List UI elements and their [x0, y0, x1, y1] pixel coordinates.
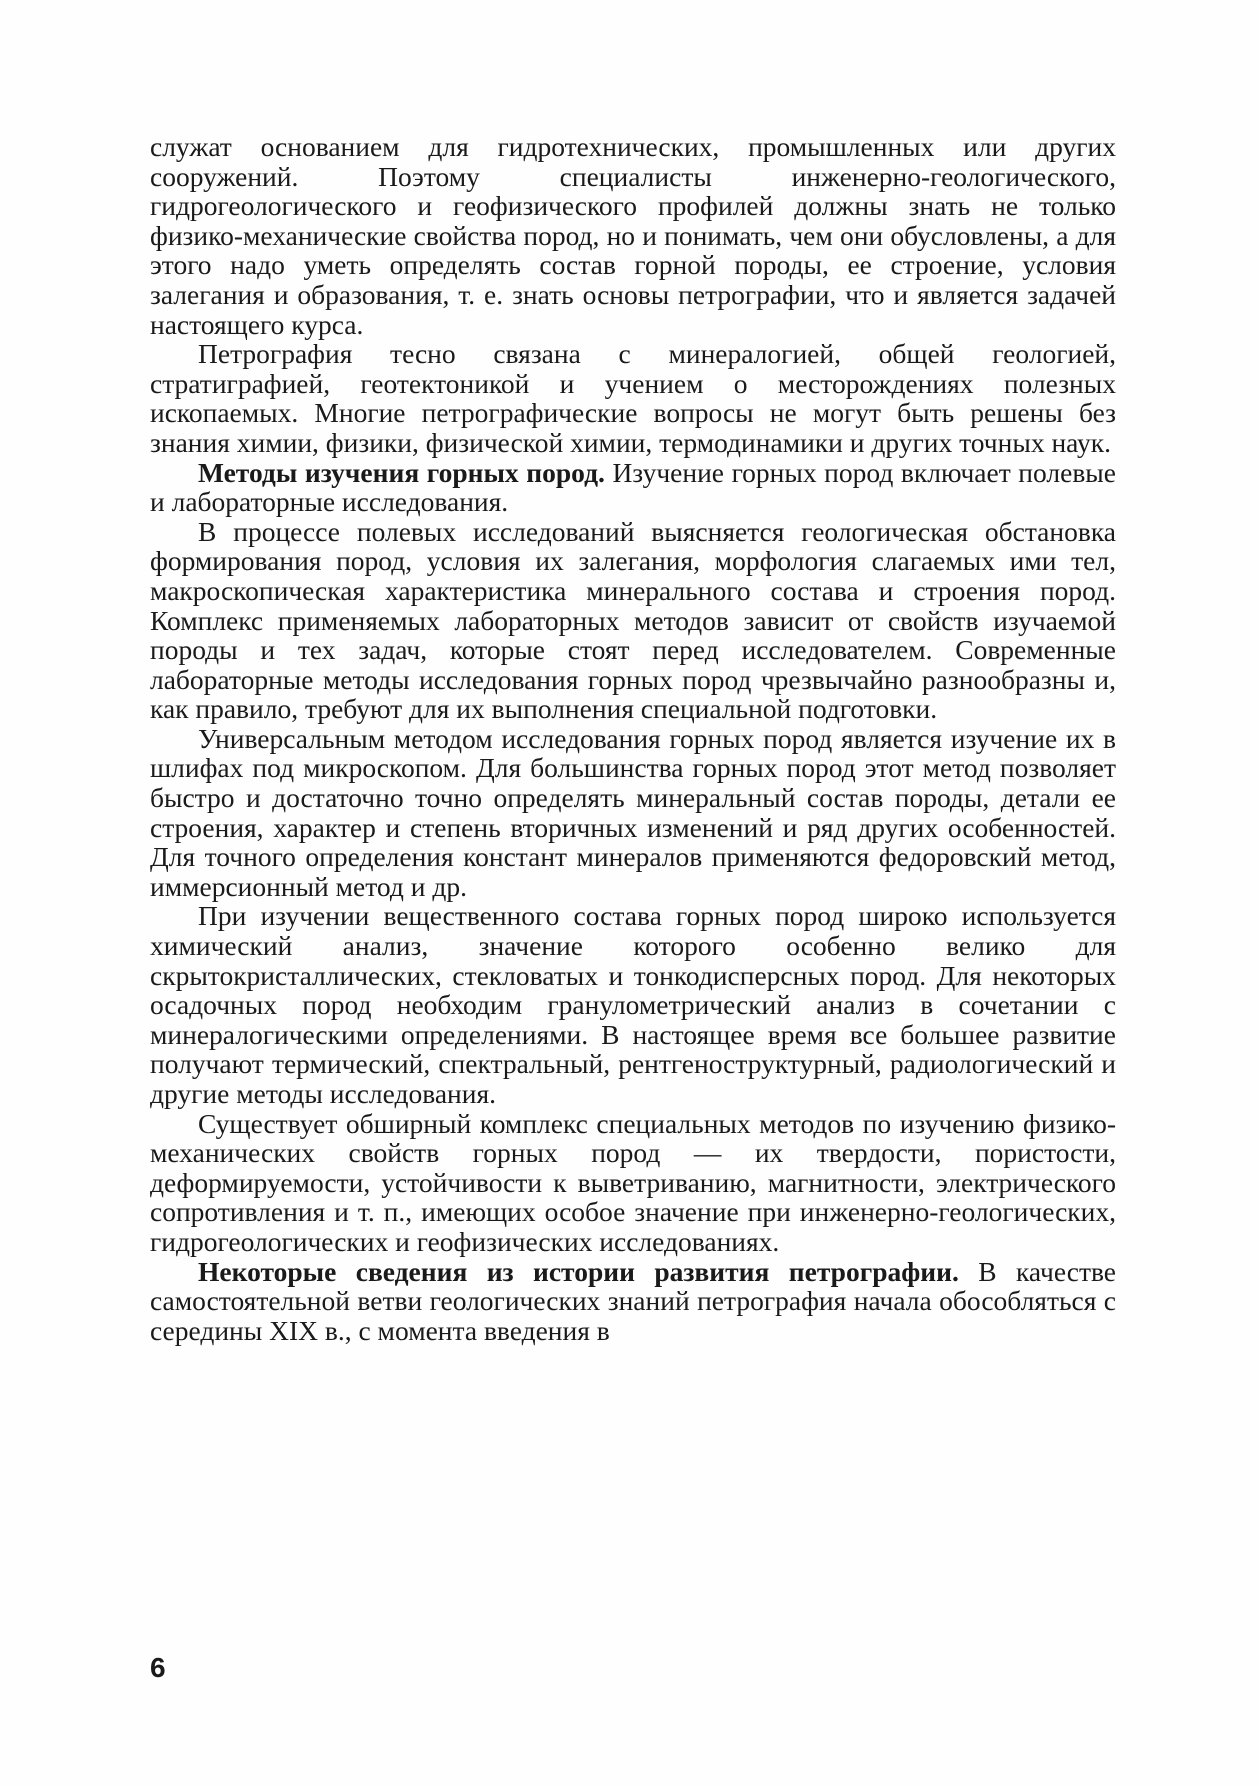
page-number: 6: [150, 1652, 166, 1683]
paragraph-history: Некоторые сведения из истории развития петрографии. В качестве самостоятельной ветви геологических знаний петрография начала обособляться с середины XIX в., с момента введения в: [150, 1255, 1116, 1346]
paragraph-physical-mechanical: Существует обширный комплекс специальных методов по изучению физико-механических свойств горных пород — их твердости, пористости, деформируемости, устойчивости к выветриванию, магнитности, электрического сопротивления и т. п., имеющих особое значение при инженерно-геологических, гидрогеологических и геофизических исследованиях.: [150, 1107, 1116, 1257]
paragraph-microscope: Универсальным методом исследования горных пород является изучение их в шлифах под микроскопом. Для большинства горных пород этот метод позволяет быстро и достаточно точно определять минеральный состав породы, детали ее строения, характер и степень вторичных изменений и ряд других особенностей. Для точного определения констант минералов применяются федоровский метод, иммерсионный метод и др.: [150, 722, 1116, 902]
section-heading-methods: Методы изучения горных пород.: [198, 456, 605, 488]
paragraph-field-research: В процессе полевых исследований выясняется геологическая обстановка формирования пород, условия их залегания, морфология слагаемых ими тел, макроскопическая характеристика минерального состава и строения пород. Комплекс применяемых лабораторных методов зависит от свойств изучаемой породы и тех задач, которые стоят перед исследователем. Современные лабораторные методы исследования горных пород чрезвычайно разнообразны и, как правило, требуют для их выполнения специальной подготовки.: [150, 515, 1116, 725]
paragraph-study-methods: Методы изучения горных пород. Изучение горных пород включает полевые и лабораторные исследования.: [150, 456, 1116, 518]
paragraph-intro-continuation: служат основанием для гидротехнических, промышленных или других сооружений. Поэтому специалисты инженерно-геологического, гидрогеологического и геофизического профилей должны знать не только физико-механические свойства пород, но и понимать, чем они обусловлены, а для этого надо уметь определять состав горной породы, ее строение, условия залегания и образования, т. е. знать основы петрографии, что и является задачей настоящего курса.: [150, 131, 1116, 340]
paragraph-related-sciences: Петрография тесно связана с минералогией, общей геологией, стратиграфией, геотектоникой и учением о месторождениях полезных ископаемых. Многие петрографические вопросы не могут быть решены без знания химии, физики, физической химии, термодинамики и других точных наук.: [150, 338, 1116, 458]
body-text: [150, 132, 1116, 1345]
section-heading-history: Некоторые сведения из истории развития петрографии.: [198, 1255, 959, 1287]
paragraph-chemical-analysis: При изучении вещественного состава горных пород широко используется химический анализ, значение которого особенно велико для скрытокристаллических, стекловатых и тонкодисперсных пород. Для некоторых осадочных пород необходим гранулометрический анализ в сочетании с минералогическими определениями. В настоящее время все большее развитие получают термический, спектральный, рентгеноструктурный, радиологический и другие методы исследования.: [150, 900, 1116, 1109]
